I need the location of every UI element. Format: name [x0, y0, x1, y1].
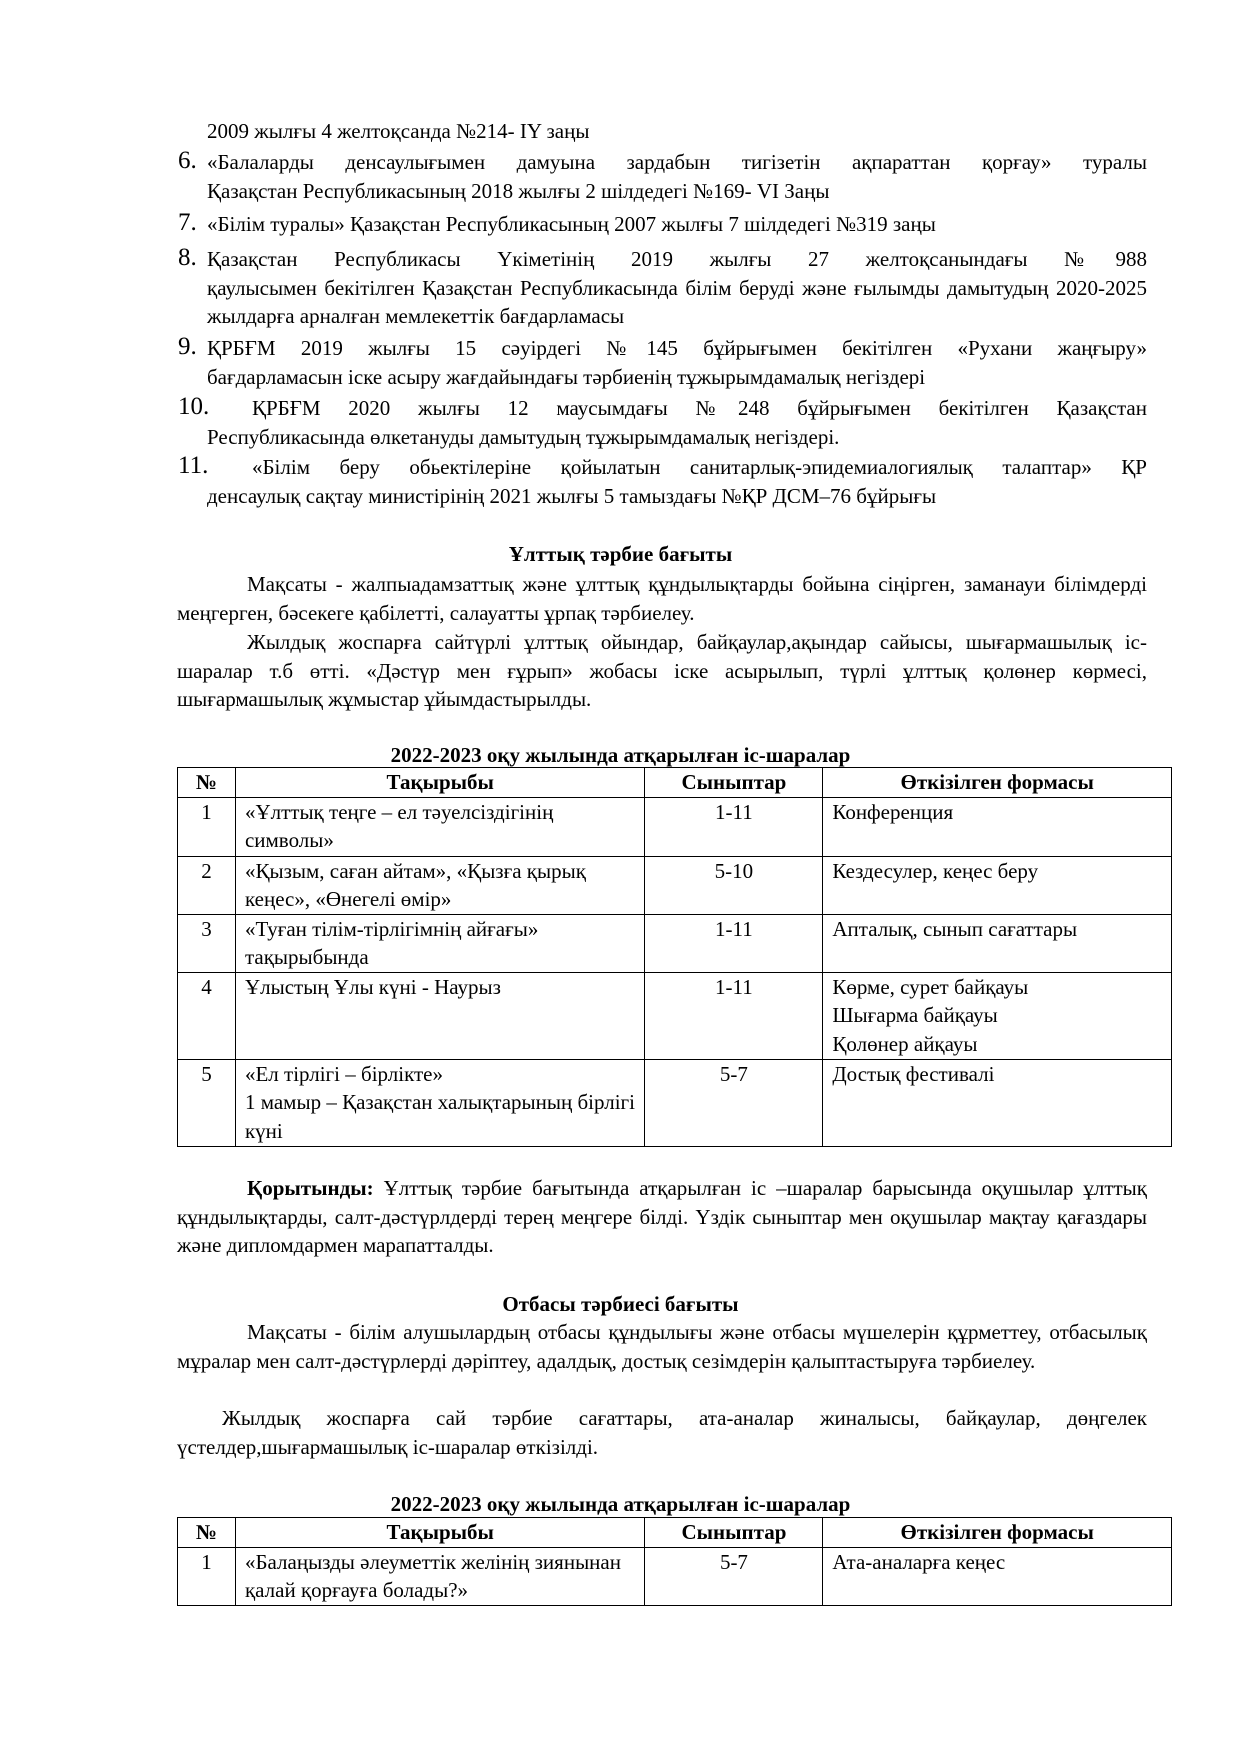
- list-item-first-line: ҚРБҒМ 2020 жылғы 12 маусымдағы №248 бұйрығымен бекітілген Қазақстан: [252, 396, 1147, 420]
- cell-no: 5: [178, 1059, 236, 1146]
- column-header: Тақырыбы: [235, 1518, 645, 1548]
- list-item-rest: Қазақстан Республикасының 2018 жылғы 2 шілдедегі №169- VI Заңы: [207, 178, 830, 203]
- list-number: 8.: [178, 244, 197, 271]
- list-item: [207, 245, 1147, 331]
- goal-text: Мақсаты - білім алушылардың отбасы құндылығы және отбасы мүшелерін құрметтеу, отбасылық мұралар мен салт-дәстүрлерді дәріптеу, адалдық, достық сезімдерін қалыптастыруға тәрбиелеу.: [177, 1320, 1147, 1373]
- plan-paragraph: [177, 1404, 1147, 1461]
- cell-form: Апталық, сынып сағаттары: [823, 914, 1172, 972]
- table-row: [178, 1059, 1172, 1146]
- list-item: [207, 394, 1147, 451]
- column-header: Өткізілген формасы: [823, 1518, 1172, 1548]
- table-row: [178, 1547, 1172, 1605]
- cell-topic: «Балаңызды әлеуметтік желінің зиянынан қалай қорғауға болады?»: [235, 1547, 645, 1605]
- list-number: 11.: [178, 452, 209, 479]
- cell-grades: 5-10: [645, 856, 823, 914]
- table-row: [178, 914, 1172, 972]
- cell-grades: 5-7: [645, 1547, 823, 1605]
- cell-grades: 1-11: [645, 797, 823, 856]
- column-header: №: [178, 768, 236, 798]
- cell-no: 1: [178, 1547, 236, 1605]
- cell-no: 3: [178, 914, 236, 972]
- list-item-rest: қаулысымен бекітілген Қазақстан Республикасында білім беруді және ғылымды дамытудың 2020-2025 жылдарға арналған мемлекеттік бағдарламасы: [207, 275, 1147, 328]
- cell-form: Ата-аналарға кеңес: [823, 1547, 1172, 1605]
- column-header: №: [178, 1518, 236, 1548]
- list-item-rest: Республикасында өлкетануды дамытудың тұжырымдамалық негіздері.: [207, 424, 840, 449]
- section-heading: Отбасы тәрбиесі бағыты: [502, 1292, 739, 1316]
- plan-text: Жылдық жоспарға сайтүрлі ұлттық ойындар, байқаулар,ақындар сайысы, шығармашылық іс-шаралар т.б өтті. «Дәстүр мен ғұрып» жобасы іске асырылып, түрлі ұлттық қолөнер көрмесі, шығармашылық жұмыстар ұйымдастырылды.: [177, 630, 1147, 711]
- cell-no: 4: [178, 972, 236, 1059]
- goal-text: Мақсаты - жалпыадамзаттық және ұлттық құндылықтарды бойына сіңірген, заманауи білімдерді меңгерген, бәсекеге қабілетті, салауатты ұрпақ тәрбиелеу.: [177, 572, 1147, 625]
- list-item-rest: бағдарламасын іске асыру жағдайындағы тәрбиенің тұжырымдамалық негіздері: [207, 364, 926, 389]
- list-item-rest: денсаулық сақтау министірінің 2021 жылғы 5 тамыздағы №ҚР ДСМ–76 бұйрығы: [207, 483, 937, 508]
- list-number: 7.: [178, 209, 197, 236]
- cell-form: Достық фестивалі: [823, 1059, 1172, 1146]
- list-item: [207, 148, 1147, 205]
- list-continuation: 2009 жылғы 4 желтоқсанда №214- IY заңы: [207, 119, 590, 143]
- cell-form: Кездесулер, кеңес беру: [823, 856, 1172, 914]
- table-header-row: [178, 1518, 1172, 1548]
- list-item-first-line: «Білім беру обьектілеріне қойылатын санитарлық-эпидемиалогиялық талаптар» ҚР: [252, 455, 1147, 479]
- cell-topic: «Қызым, саған айтам», «Қызға қырық кеңес», «Өнегелі өмір»: [235, 856, 645, 914]
- list-item: [207, 210, 1147, 239]
- column-header: Сыныптар: [645, 768, 823, 798]
- column-header: Тақырыбы: [235, 768, 645, 798]
- conclusion-label: Қорытынды:: [247, 1176, 374, 1200]
- cell-topic: Ұлыстың Ұлы күні - Наурыз: [235, 972, 645, 1059]
- cell-no: 2: [178, 856, 236, 914]
- cell-topic: «Туған тілім-тірлігімнің айғағы» тақырыбында: [235, 914, 645, 972]
- list-number: 6.: [178, 147, 197, 174]
- table-row: [178, 856, 1172, 914]
- plan-paragraph: [177, 628, 1147, 714]
- table-row: [178, 797, 1172, 856]
- list-number: 10.: [178, 393, 210, 420]
- list-item-first-line: «Балаларды денсаулығымен дамуына зардабын тигізетін ақпараттан қорғау» туралы: [207, 150, 1147, 174]
- cell-grades: 1-11: [645, 972, 823, 1059]
- events-table: [177, 767, 1172, 1147]
- list-number: 9.: [178, 333, 197, 360]
- cell-grades: 5-7: [645, 1059, 823, 1146]
- cell-form: Көрме, сурет байқауы Шығарма байқауы Қолөнер айқауы: [823, 972, 1172, 1059]
- conclusion-text: Ұлттық тәрбие бағытында атқарылған іс –шаралар барысында оқушылар ұлттық құндылықтарды, салт-дәстүрлдерді терең меңгере білді. Үздік сыныптар мен оқушылар мақтау қағаздары және дипломдармен марапатталды.: [177, 1176, 1147, 1257]
- list-item: [207, 453, 1147, 510]
- list-item-first-line: ҚРБҒМ 2019 жылғы 15 сәуірдегі №145 бұйрығымен бекітілген «Рухани жаңғыру»: [207, 336, 1147, 360]
- list-item-first-line: Қазақстан Республикасы Үкіметінің 2019 жылғы 27 желтоқсанындағы №988: [207, 247, 1147, 271]
- table-title: 2022-2023 оқу жылында атқарылған іс-шаралар: [390, 1492, 851, 1516]
- cell-no: 1: [178, 797, 236, 856]
- column-header: Сыныптар: [645, 1518, 823, 1548]
- table-title: 2022-2023 оқу жылында атқарылған іс-шаралар: [390, 743, 851, 767]
- plan-text: Жылдық жоспарға сай тәрбие сағаттары, ата-аналар жиналысы, байқаулар, дөңгелек үстелдер,шығармашылық іс-шаралар өткізілді.: [177, 1406, 1147, 1459]
- list-item: [207, 334, 1147, 391]
- table-header-row: [178, 768, 1172, 798]
- events-table: [177, 1517, 1172, 1606]
- section-heading: Ұлттық тәрбие бағыты: [508, 542, 733, 566]
- cell-topic: «Ұлттық теңге – ел тәуелсіздігінің символы»: [235, 797, 645, 856]
- list-item-first-line: «Білім туралы» Қазақстан Республикасының 2007 жылғы 7 шілдедегі №319 заңы: [207, 212, 936, 236]
- cell-form: Конференция: [823, 797, 1172, 856]
- goal-paragraph: [177, 1318, 1147, 1375]
- conclusion-paragraph: [177, 1174, 1147, 1260]
- goal-paragraph: [177, 570, 1147, 627]
- table-row: [178, 972, 1172, 1059]
- cell-grades: 1-11: [645, 914, 823, 972]
- cell-topic: «Ел тірлігі – бірлікте» 1 мамыр – Қазақстан халықтарының бірлігі күні: [235, 1059, 645, 1146]
- column-header: Өткізілген формасы: [823, 768, 1172, 798]
